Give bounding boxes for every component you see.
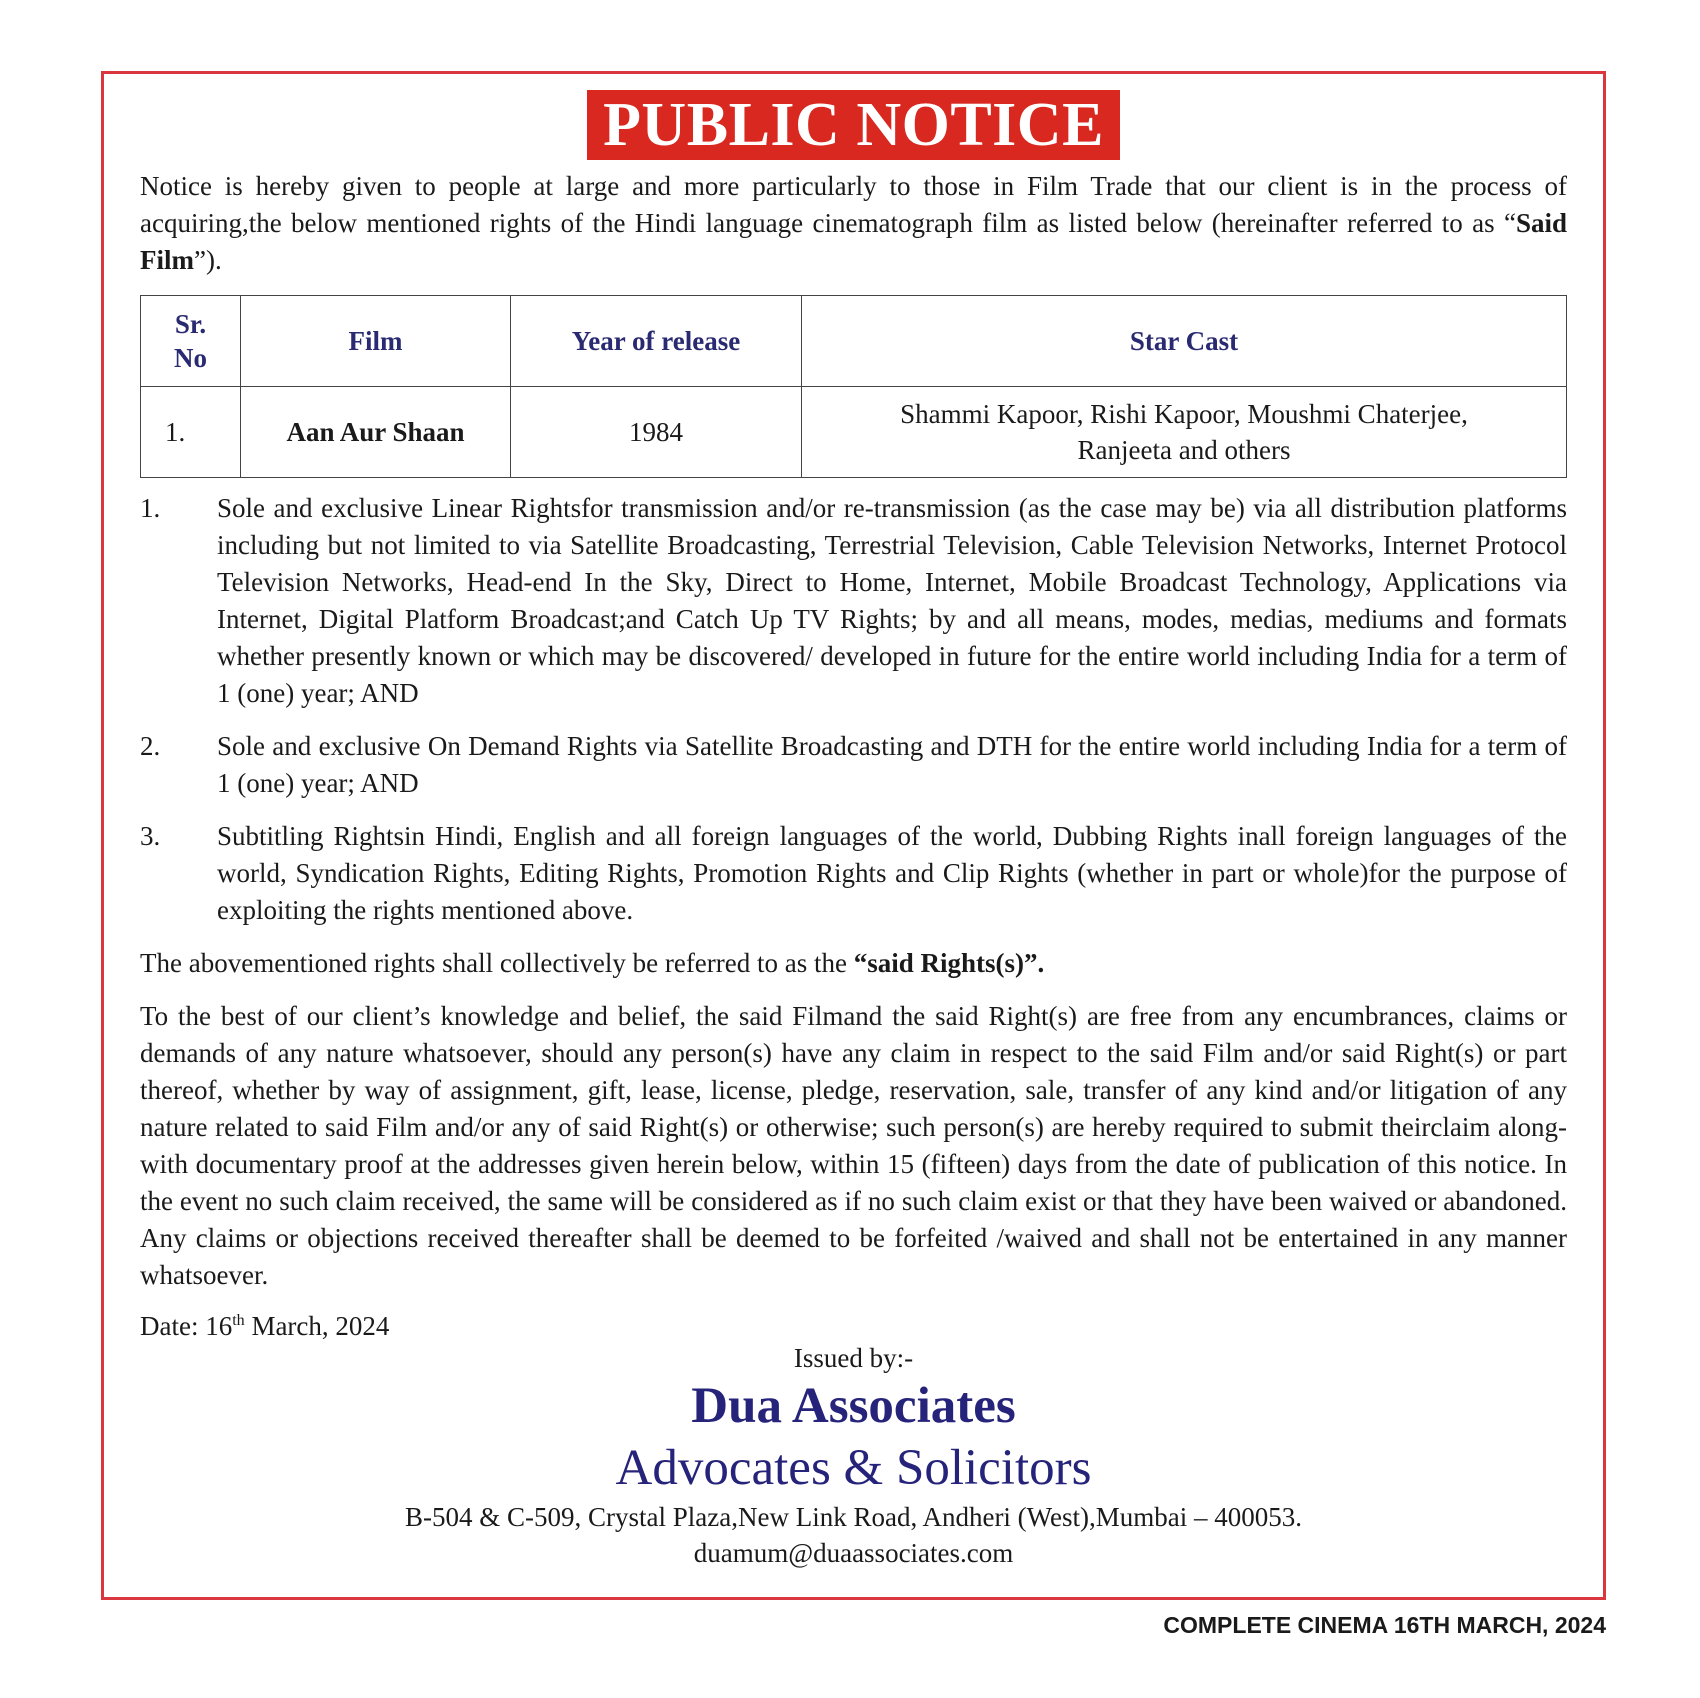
cell-cast-text: Shammi Kapoor, Rishi Kapoor, Moushmi Chaterjee, Ranjeeta and others: [900, 399, 1468, 465]
list-item-number: 1.: [140, 493, 161, 523]
list-item: [140, 818, 1567, 929]
publication-footer: COMPLETE CINEMA 16TH MARCH, 2024: [1163, 1612, 1606, 1638]
cell-cast: [802, 387, 1567, 478]
firm-email: duamum@duaassociates.com: [693, 1538, 1014, 1568]
notice-title: PUBLIC NOTICE: [587, 90, 1120, 160]
intro-closing: ”).: [194, 245, 222, 275]
issuer-block: [140, 1341, 1567, 1571]
list-item-text: Sole and exclusive On Demand Rights via Satellite Broadcasting and DTH for the entire world including India for a term of 1 (one) year; AND: [217, 731, 1567, 798]
header-year: Year of release: [511, 296, 802, 387]
table-header-row: [141, 296, 1567, 387]
firm-address: B-504 & C-509, Crystal Plaza,New Link Road, Andheri (West),Mumbai – 400053.: [405, 1502, 1302, 1532]
list-item: [140, 728, 1567, 802]
film-table: [140, 295, 1567, 478]
said-film-term: Said Film: [140, 208, 1567, 275]
list-item: [140, 490, 1567, 712]
cell-film: Aan Aur Shaan: [241, 387, 511, 478]
header-sr-no-text: Sr. No: [174, 309, 207, 373]
list-item-number: 2.: [140, 731, 161, 761]
collective-text: The abovementioned rights shall collectively be referred to as the: [140, 948, 854, 978]
cell-sr: 1.: [141, 387, 241, 478]
date-rest: March, 2024: [244, 1311, 390, 1341]
list-item-text: Subtitling Rightsin Hindi, English and all foreign languages of the world, Dubbing Rights inall foreign languages of the world, Syndication Rights, Editing Rights, Promotion Rights and Clip Rights (whether in part or whole)for the purpose of exploiting the rights mentioned above.: [217, 821, 1567, 925]
notice-content: [140, 90, 1567, 1571]
intro-paragraph: [140, 168, 1567, 279]
said-rights-term: “said Rights(s)”.: [853, 948, 1045, 978]
best-knowledge-paragraph: To the best of our client’s knowledge and belief, the said Filmand the said Right(s) are free from any encumbrances, claims or demands of any nature whatsoever, should any person(s) have any claim in respect to the said Film and/or said Right(s) or part thereof, whether by way of assignment, gift, lease, license, pledge, reservation, sale, transfer of any kind and/or litigation of any nature related to said Film and/or any of said Right(s) or otherwise; such person(s) are hereby required to submit theirclaim along-with documentary proof at the addresses given herein below, within 15 (fifteen) days from the date of publication of this notice. In the event no such claim received, the same will be considered as if no such claim exist or that they have been waived or abandoned. Any claims or objections received thereafter shall be deemed to be forfeited /waived and shall not be entertained in any manner whatsoever.: [140, 1001, 1567, 1290]
table-row: [141, 387, 1567, 478]
cell-year: 1984: [511, 387, 802, 478]
header-star-cast: Star Cast: [802, 296, 1567, 387]
notice-frame: [101, 71, 1606, 1600]
firm-name: Dua Associates: [691, 1378, 1016, 1434]
issued-by-label: Issued by:-: [793, 1343, 914, 1373]
collective-paragraph: [140, 945, 1567, 982]
title-wrap: [140, 90, 1567, 162]
list-item-number: 3.: [140, 821, 161, 851]
firm-subtitle: Advocates & Solicitors: [615, 1440, 1092, 1496]
date-suffix: th: [232, 1312, 245, 1329]
header-film: Film: [241, 296, 511, 387]
header-sr-no: [141, 296, 241, 387]
notice-date: [140, 1308, 1567, 1345]
intro-text: Notice is hereby given to people at large and more particularly to those in Film Trade that our client is in the process of acquiring,the below mentioned rights of the Hindi language cinematograph film as listed below (hereinafter referred to as “: [140, 171, 1567, 238]
rights-list: [140, 490, 1567, 929]
date-label: Date: 16: [140, 1311, 233, 1341]
list-item-text: Sole and exclusive Linear Rightsfor transmission and/or re-transmission (as the case may be) via all distribution platforms including but not limited to via Satellite Broadcasting, Terrestrial Television, Cable Television Networks, Internet Protocol Television Networks, Head-end In the Sky, Direct to Home, Internet, Mobile Broadcast Technology, Applications via Internet, Digital Platform Broadcast;and Catch Up TV Rights; by and all means, modes, medias, mediums and formats whether presently known or which may be discovered/ developed in future for the entire world including India for a term of 1 (one) year; AND: [217, 493, 1567, 708]
